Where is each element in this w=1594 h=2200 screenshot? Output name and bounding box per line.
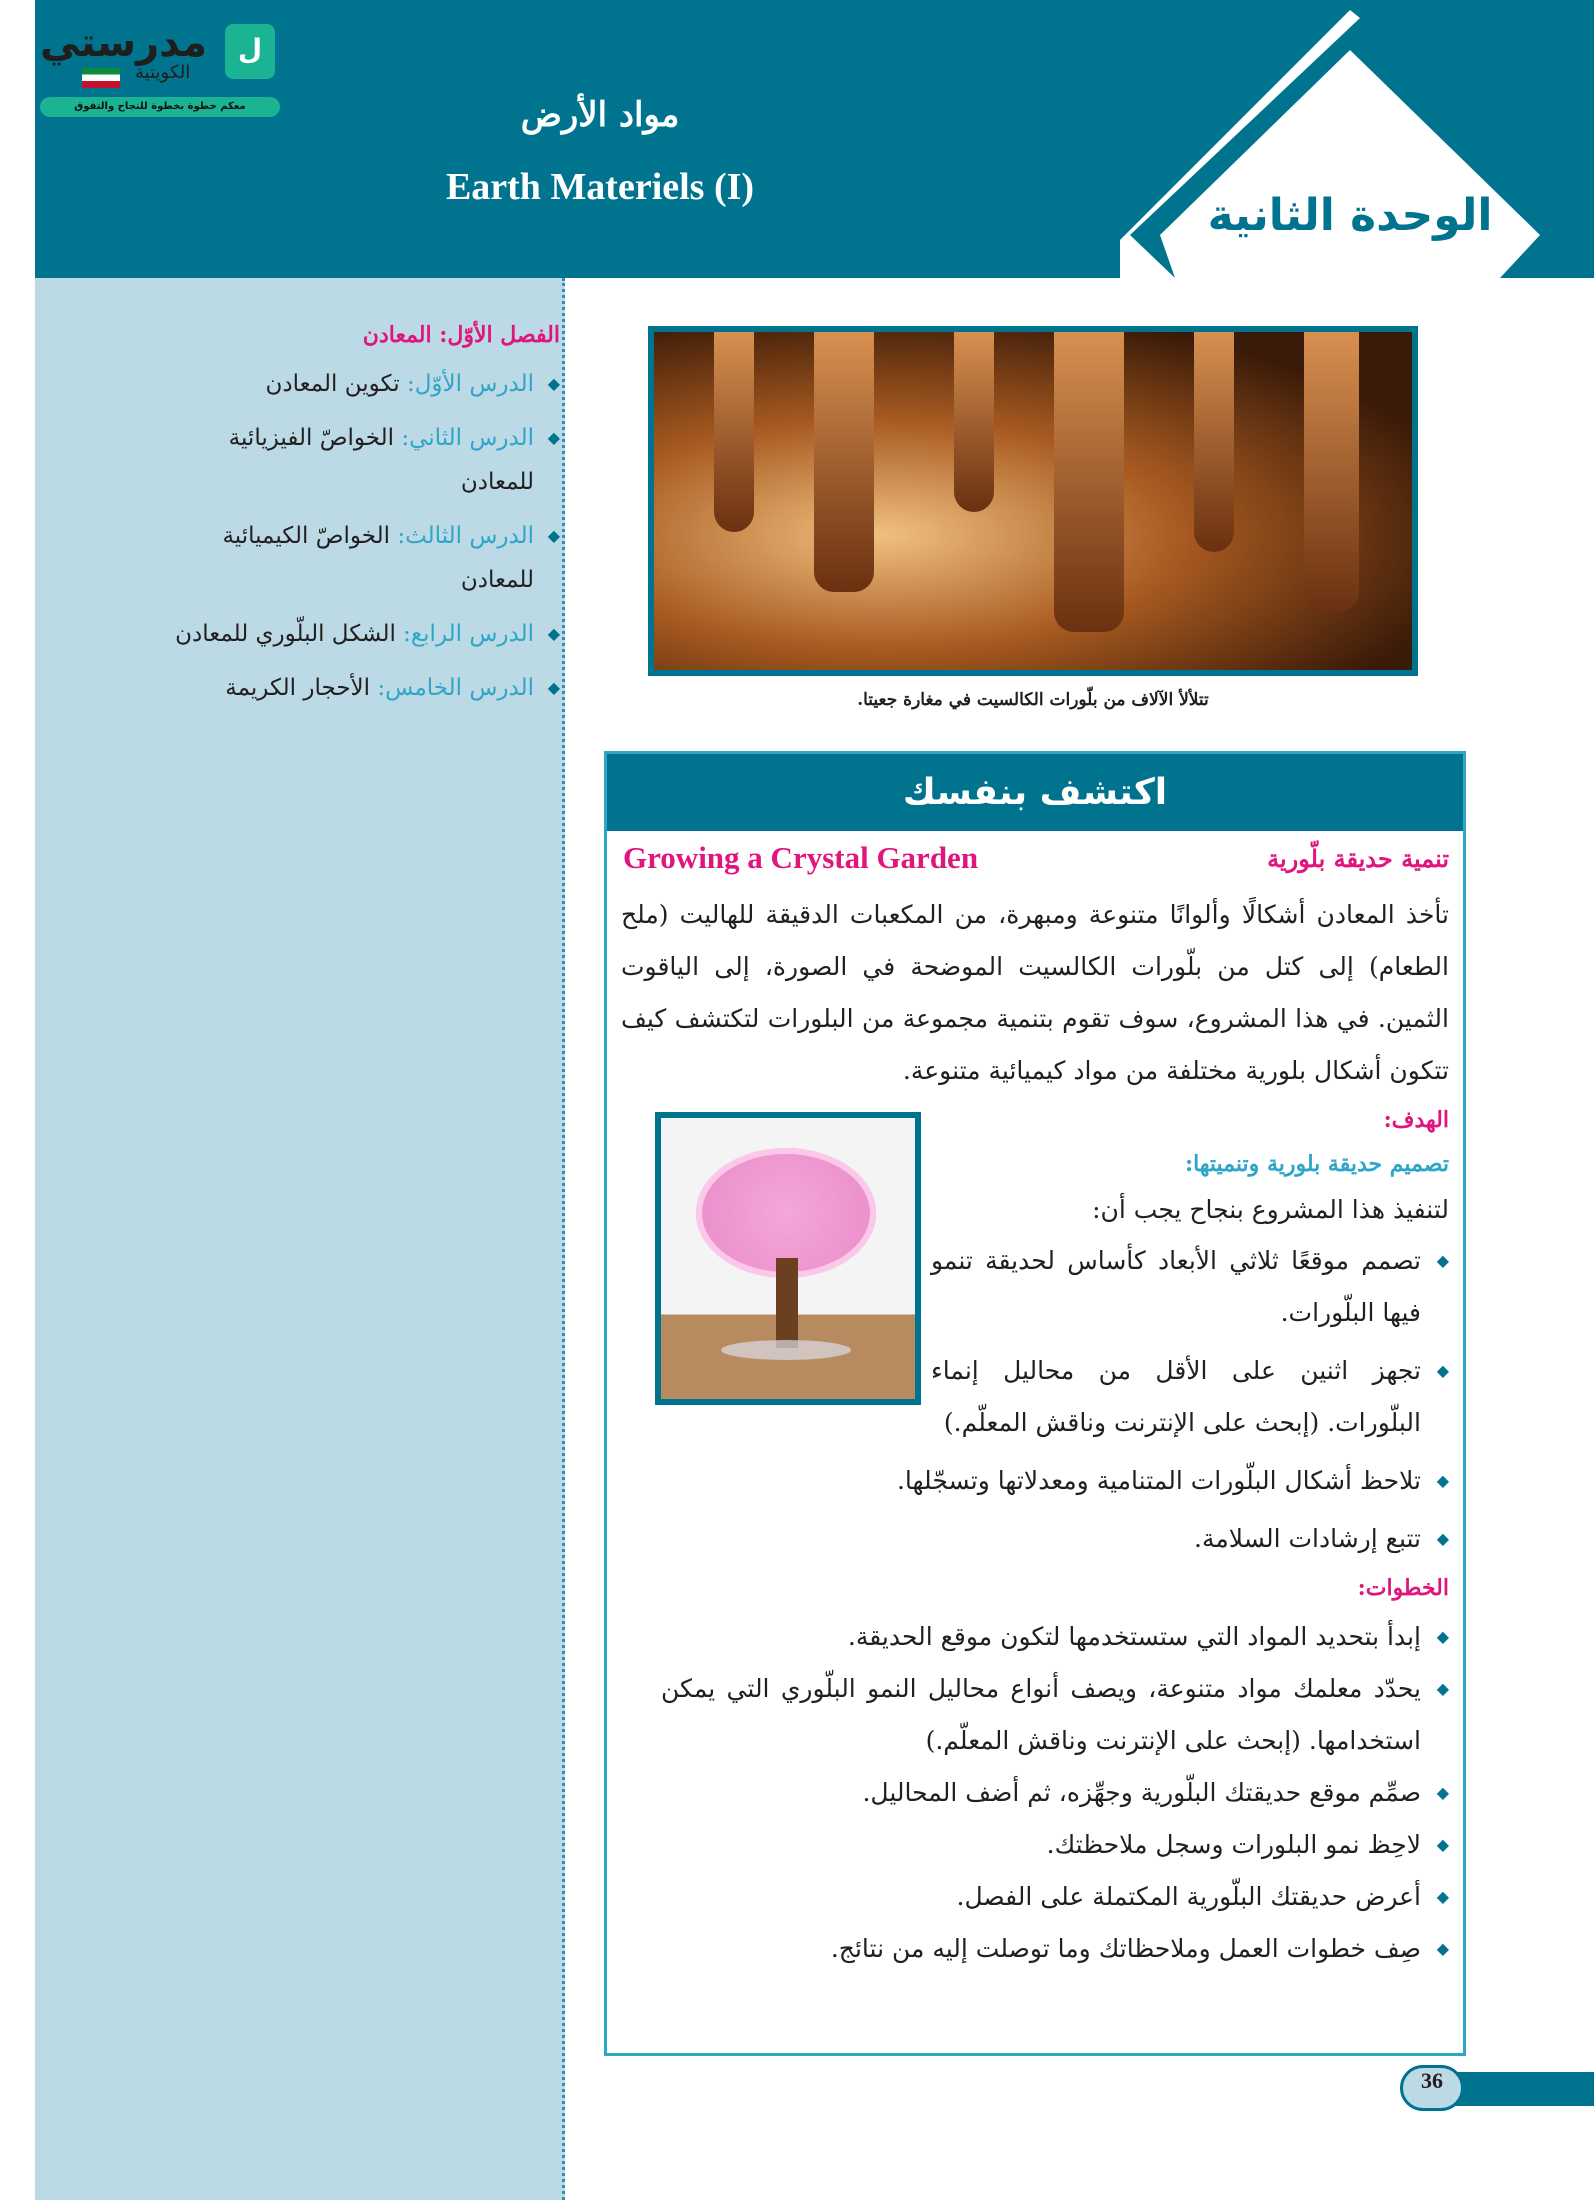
bullet-icon: ◆ xyxy=(1436,1679,1449,1698)
bullet-icon: ◆ xyxy=(1436,1887,1449,1906)
bullet-icon: ◆ xyxy=(547,526,560,545)
goal-text: تجهز اثنين على الأقل من محاليل إنماء البلّورات. (إبحث على الإنترنت وناقش المعلّم.) xyxy=(931,1356,1421,1437)
bullet-icon: ◆ xyxy=(547,624,560,643)
lesson-text: تكوين المعادن xyxy=(265,371,407,397)
title-arabic: مواد الأرض xyxy=(520,95,680,135)
crystal-tree-photo xyxy=(655,1112,921,1405)
lesson-item xyxy=(150,514,560,602)
bullet-icon: ◆ xyxy=(1436,1251,1449,1270)
logo-brand: مدرستي xyxy=(40,20,208,66)
chapter-heading: الفصل الأوّل: المعادن xyxy=(362,322,560,348)
goal-text: تلاحظ أشكال البلّورات المتنامية ومعدلاتها وتسجّلها. xyxy=(896,1466,1421,1495)
step-text: يحدّد معلمك مواد متنوعة، ويصف أنواع محاليل النمو البلّوري التي يمكن استخدامها. (إبحث على الإنترنت وناقش المعلّم.) xyxy=(661,1674,1421,1755)
goal-item xyxy=(931,1345,1449,1449)
intro-paragraph: تأخذ المعادن أشكالًا وألوانًا متنوعة ومبهرة، من المكعبات الدقيقة للهاليت (ملح الطعام) إلى كتل من بلّورات الكالسيت الموضحة في الصورة، إلى الياقوت الثمين. في هذا المشروع، سوف تقوم بتنمية مجموعة من البلورات لتكتشف كيف تتكون أشكال بلورية مختلفة من مواد كيميائية متنوعة. xyxy=(621,900,1450,1085)
title-english: Earth Materiels (I) xyxy=(445,166,755,208)
bullet-icon: ◆ xyxy=(547,374,560,393)
bullet-icon: ◆ xyxy=(1436,1471,1449,1490)
bullet-icon: ◆ xyxy=(1436,1783,1449,1802)
lesson-key: الدرس الثاني: xyxy=(401,425,534,451)
steps-heading: الخطوات: xyxy=(1357,1575,1449,1601)
logo-sub: الكويتية xyxy=(135,62,191,83)
lesson-text: الأحجار الكريمة xyxy=(225,675,378,701)
step-item xyxy=(621,1663,1449,1767)
goal-text: تصمم موقعًا ثلاثي الأبعاد كأساس لحديقة تنمو فيها البلّورات. xyxy=(931,1246,1421,1327)
lesson-item xyxy=(150,362,560,406)
step-text: صمِّم موقع حديقتك البلّورية وجهِّزه، ثم أضف المحاليل. xyxy=(862,1778,1421,1807)
step-text: إبدأ بتحديد المواد التي ستستخدمها لتكون موقع الحديقة. xyxy=(847,1622,1421,1651)
goal-subheading: تصميم حديقة بلورية وتنميتها: xyxy=(1184,1151,1449,1177)
lesson-item xyxy=(150,612,560,656)
bullet-icon: ◆ xyxy=(547,678,560,697)
goal-item xyxy=(931,1235,1449,1339)
goal-item xyxy=(621,1513,1449,1565)
unit-label: الوحدة الثانية xyxy=(1207,190,1493,241)
step-text: أعرض حديقتك البلّورية المكتملة على الفصل. xyxy=(956,1882,1421,1911)
lesson-key: الدرس الثالث: xyxy=(397,523,534,549)
lesson-text: الخواصّ الكيميائية للمعادن xyxy=(222,523,534,593)
box-title: اكتشف بنفسك xyxy=(607,754,1463,831)
lesson-text: الشكل البلّوري للمعادن xyxy=(175,621,404,647)
bullet-icon: ◆ xyxy=(1436,1835,1449,1854)
goal-heading: الهدف: xyxy=(1383,1107,1449,1133)
step-text: صِف خطوات العمل وملاحظاتك وما توصلت إليه من نتائج. xyxy=(830,1934,1421,1963)
photo-caption: تتلألأ الآلاف من بلّورات الكالسيت في مغارة جعيتا. xyxy=(857,690,1209,710)
step-item xyxy=(621,1611,1449,1663)
activity-title-en: Growing a Crystal Garden xyxy=(623,840,979,875)
lesson-list xyxy=(150,322,560,720)
lesson-key: الدرس الخامس: xyxy=(377,675,534,701)
lesson-key: الدرس الأوّل: xyxy=(406,371,534,397)
step-item xyxy=(621,1767,1449,1819)
activity-body xyxy=(621,889,1449,1975)
bullet-icon: ◆ xyxy=(1436,1627,1449,1646)
step-item xyxy=(621,1871,1449,1923)
logo-icon: ل xyxy=(225,24,275,79)
goal-item xyxy=(621,1455,1449,1507)
lesson-key: الدرس الرابع: xyxy=(403,621,534,647)
step-item xyxy=(621,1819,1449,1871)
bullet-icon: ◆ xyxy=(1436,1529,1449,1548)
lesson-item xyxy=(150,416,560,504)
bullet-icon: ◆ xyxy=(1436,1939,1449,1958)
bullet-icon: ◆ xyxy=(1436,1361,1449,1380)
lesson-text: الخواصّ الفيزيائية للمعادن xyxy=(228,425,534,495)
goal-text: تتبع إرشادات السلامة. xyxy=(1194,1524,1421,1553)
step-text: لاحِظ نمو البلورات وسجل ملاحظتك. xyxy=(1046,1830,1421,1859)
activity-title-ar: تنمية حديقة بلّورية xyxy=(1267,844,1449,873)
cave-photo xyxy=(648,326,1418,676)
logo-slogan: معكم خطوة بخطوة للنجاح والتفوق xyxy=(40,97,280,117)
page-number: 36 xyxy=(1400,2065,1464,2111)
step-item xyxy=(621,1923,1449,1975)
goal-lead: لتنفيذ هذا المشروع بنجاح يجب أن: xyxy=(1092,1195,1449,1224)
lesson-item xyxy=(150,666,560,710)
kuwait-flag-icon xyxy=(82,68,120,88)
logo xyxy=(40,20,280,120)
bullet-icon: ◆ xyxy=(547,428,560,447)
